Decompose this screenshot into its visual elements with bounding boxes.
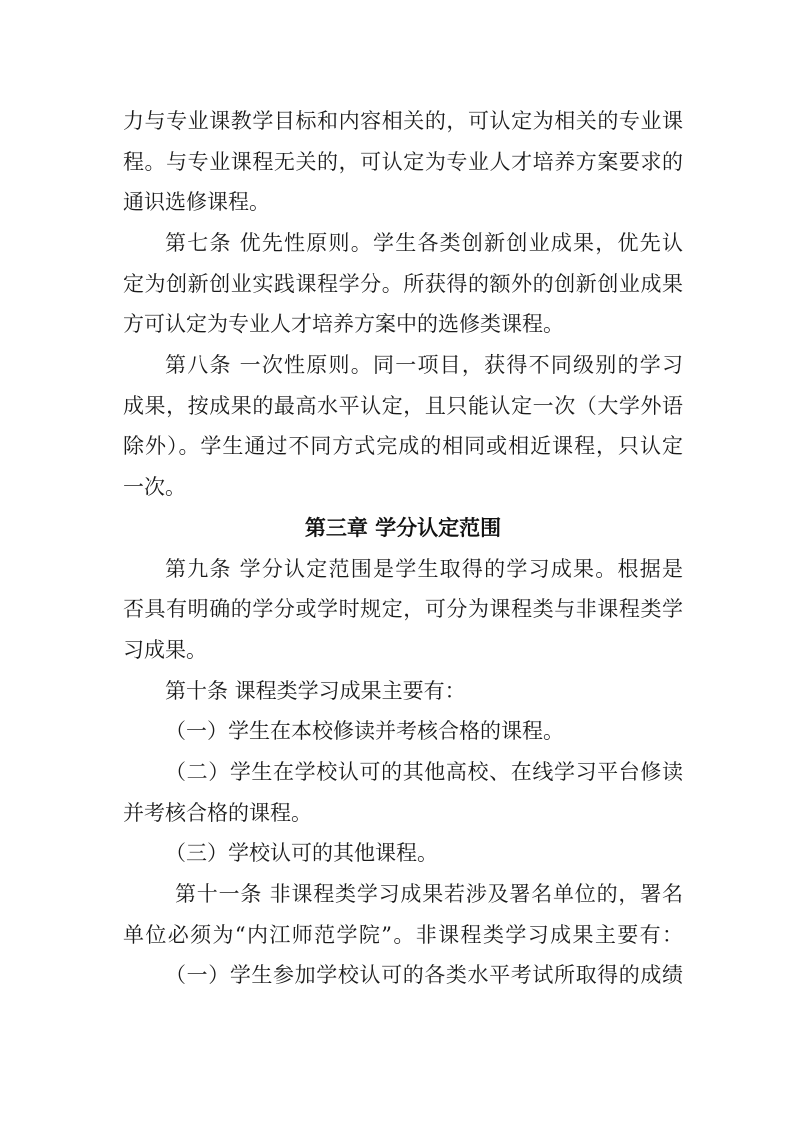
paragraph-line: 一次。 — [123, 475, 186, 499]
paragraph-line: 程。与专业课程无关的，可认定为专业人才培养方案要求的 — [123, 150, 683, 174]
paragraph-line: 并考核合格的课程。 — [123, 801, 312, 825]
paragraph-line: 通识选修课程。 — [123, 190, 270, 214]
list-item: （二）学生在学校认可的其他高校、在线学习平台修读 — [165, 760, 683, 784]
article-11-line: 第十一条 非课程类学习成果若涉及署名单位的，署名 — [175, 882, 683, 906]
article-10-line: 第十条 课程类学习成果主要有： — [165, 679, 466, 703]
paragraph-line: 力与专业课教学目标和内容相关的，可认定为相关的专业课 — [123, 109, 683, 133]
paragraph-line: 否具有明确的学分或学时规定，可分为课程类与非课程类学 — [123, 597, 683, 621]
paragraph-line: 单位必须为“内江师范学院”。非课程类学习成果主要有： — [123, 923, 683, 947]
paragraph-line: 成果，按成果的最高水平认定，且只能认定一次（大学外语 — [123, 394, 683, 418]
paragraph-line: 习成果。 — [123, 638, 207, 662]
article-8-line: 第八条 一次性原则。同一项目，获得不同级别的学习 — [165, 353, 683, 377]
paragraph-line: 方可认定为专业人才培养方案中的选修类课程。 — [123, 312, 564, 336]
chapter-heading: 第三章 学分认定范围 — [304, 516, 502, 540]
list-item: （一）学生在本校修读并考核合格的课程。 — [165, 719, 564, 743]
paragraph-line: 除外）。学生通过不同方式完成的相同或相近课程，只认定 — [123, 434, 683, 458]
article-9-line: 第九条 学分认定范围是学生取得的学习成果。根据是 — [165, 557, 683, 581]
article-7-line: 第七条 优先性原则。学生各类创新创业成果，优先认 — [165, 231, 683, 255]
paragraph-line: 定为创新创业实践课程学分。所获得的额外的创新创业成果 — [123, 272, 683, 296]
list-item: （三）学校认可的其他课程。 — [165, 841, 438, 865]
list-item: （一）学生参加学校认可的各类水平考试所取得的成绩 — [165, 963, 683, 987]
